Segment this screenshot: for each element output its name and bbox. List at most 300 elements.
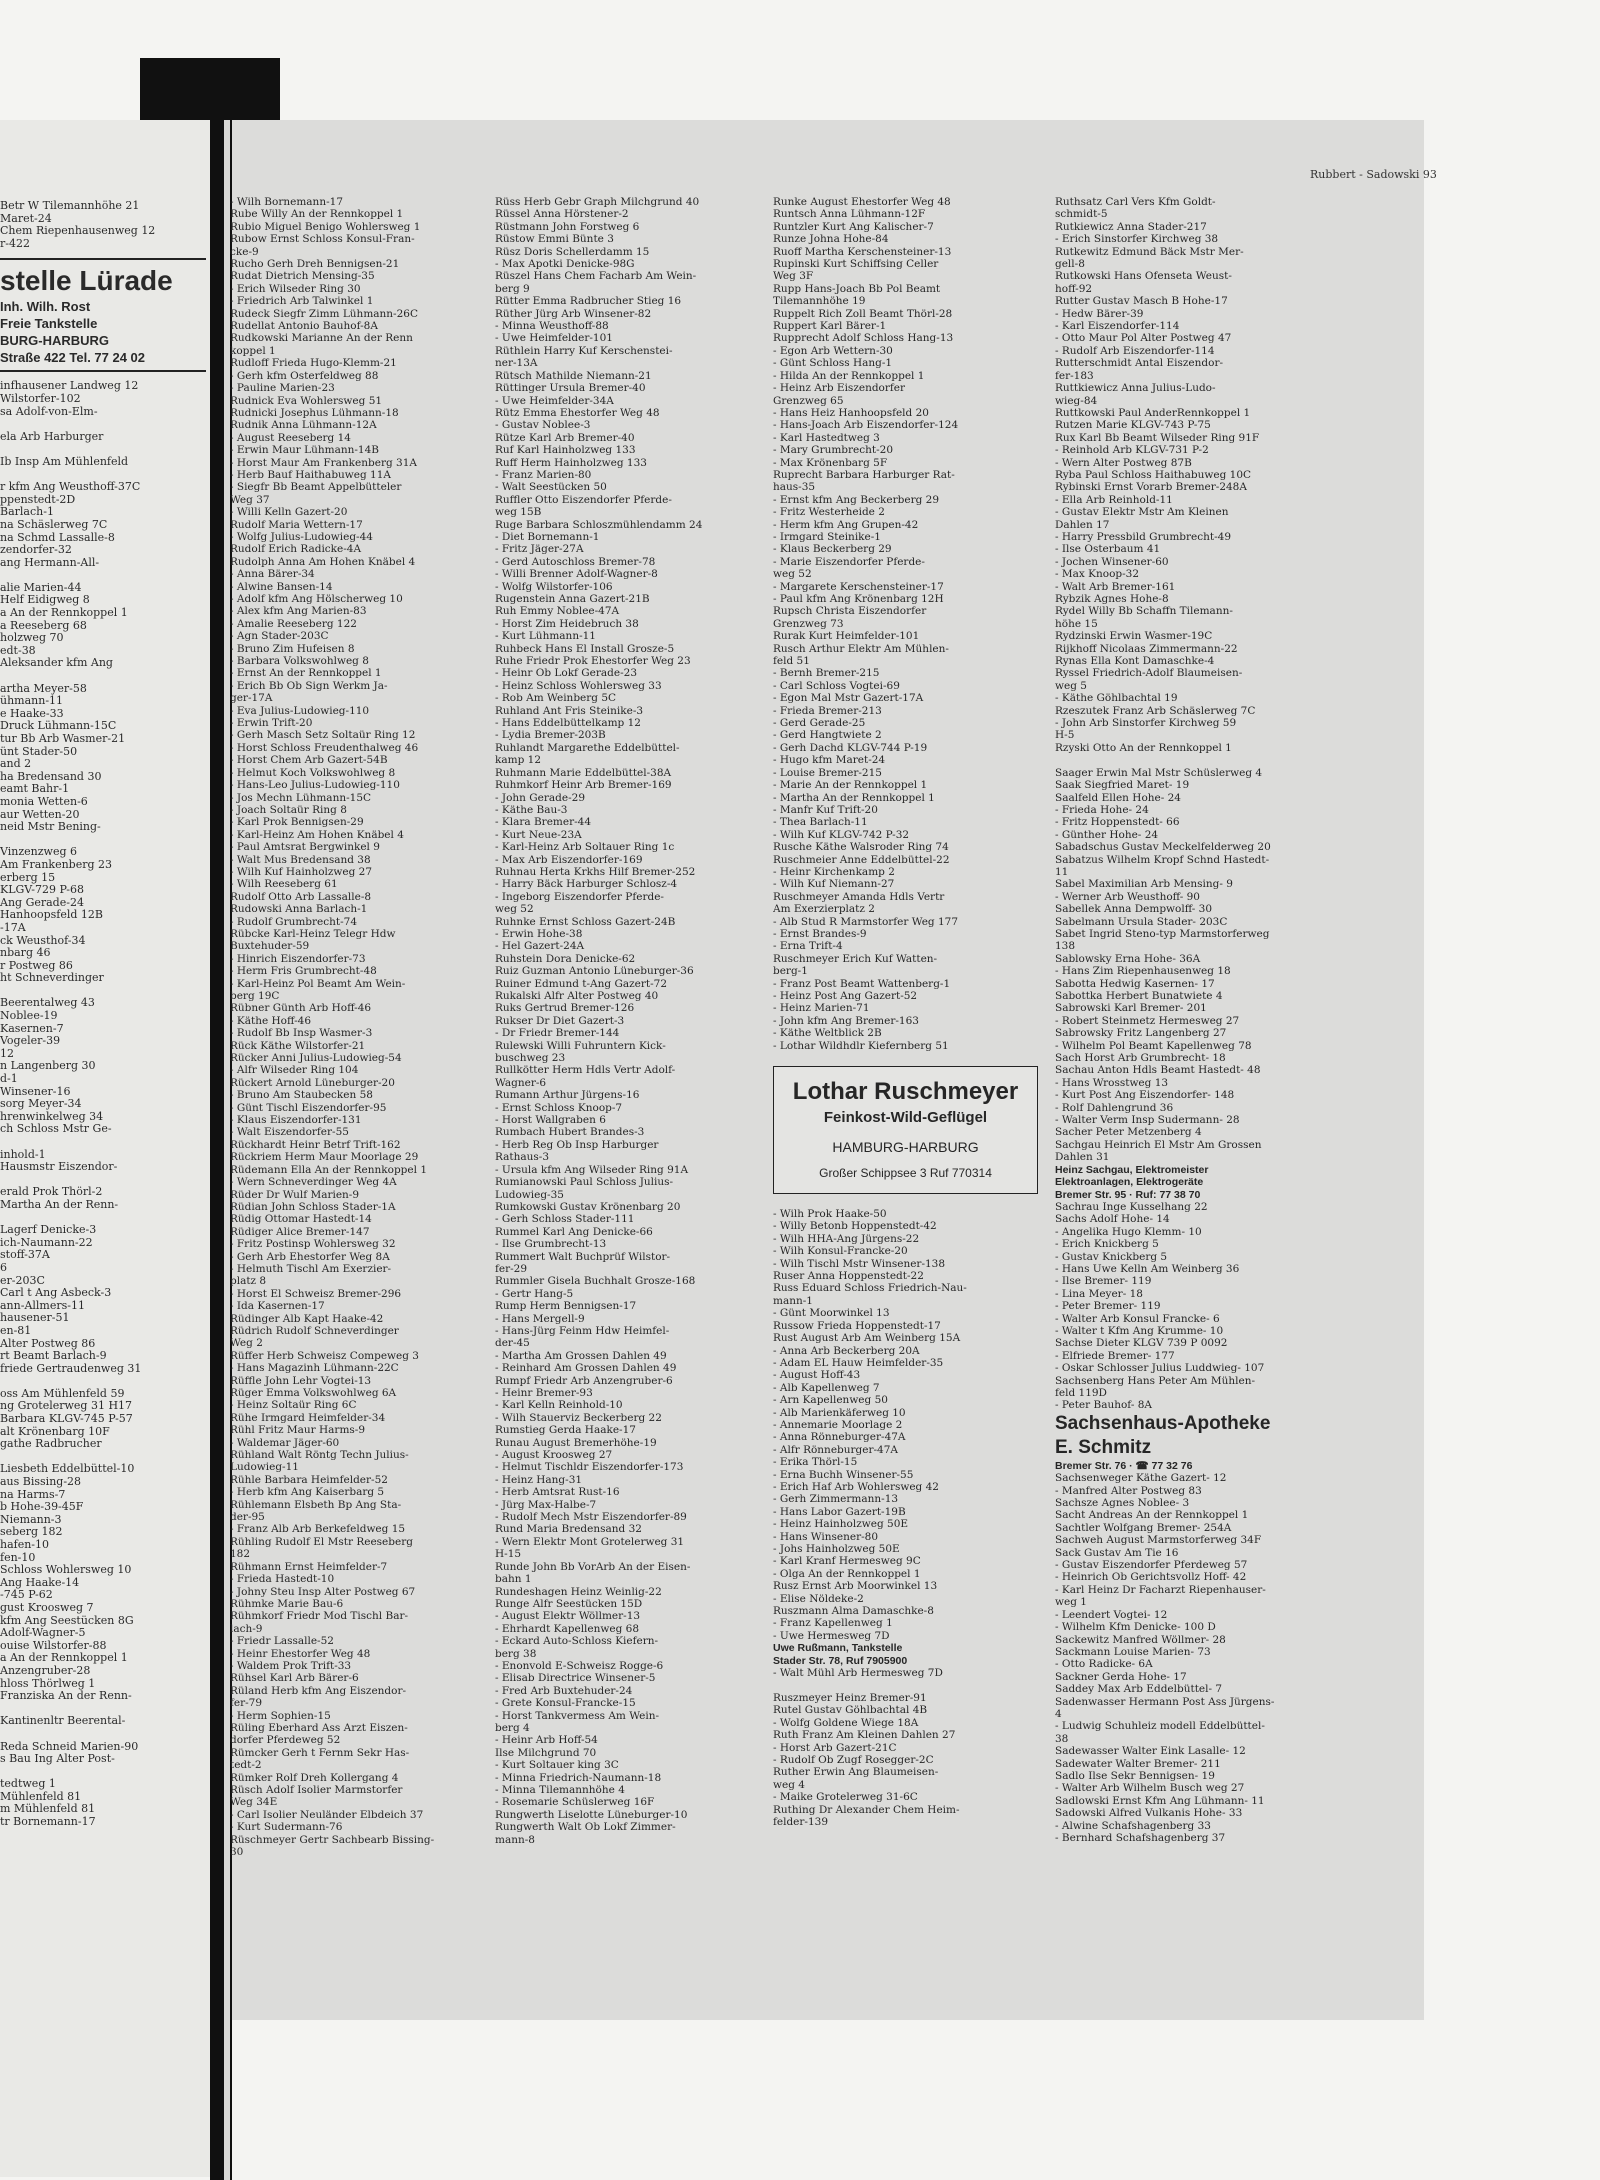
directory-entry: - Hans-Joach Arb Eiszendorfer-124	[773, 419, 959, 432]
directory-entry	[0, 469, 206, 482]
directory-entry: - Walter t Kfm Ang Krumme- 10	[1055, 1324, 1224, 1337]
directory-entry: Wilstorfer-102	[0, 392, 81, 405]
directory-entry: Ruhmkorf Heinr Arb Bremer-169	[495, 779, 672, 792]
directory-entry: Rundeshagen Heinz Weinlig-22	[495, 1585, 662, 1598]
apotheke-owner: E. Schmitz	[1055, 1436, 1152, 1458]
directory-entry: Rulewski Willi Fuhruntern Kick-	[495, 1039, 666, 1052]
column-4-entries-top	[1055, 196, 1325, 1164]
directory-entry: Schloss Wohlersweg 10	[0, 1564, 132, 1577]
directory-entry: edt-38	[0, 644, 36, 657]
directory-entry: - Hans Wrosstweg 13	[1055, 1076, 1169, 1089]
directory-entry: ch Schloss Mstr Ge-	[0, 1123, 112, 1136]
directory-entry: - Klaus Beckerberg 29	[773, 543, 892, 556]
left-page-fragment	[0, 120, 210, 2177]
directory-entry: Sachgau Heinrich El Mstr Am Grossen	[1055, 1138, 1262, 1151]
directory-entry: Rühmann Ernst Heimfelder-7	[230, 1560, 388, 1573]
directory-entry: Ruks Gertrud Bremer-126	[495, 1002, 635, 1015]
directory-entry: ger-17A	[230, 692, 273, 705]
directory-entry: Rückriem Herm Maur Moorlage 29	[230, 1151, 419, 1164]
directory-entry: Ruffler Otto Eiszendorfer Pferde-	[495, 493, 672, 506]
directory-entry: Rüdian John Schloss Stader-1A	[230, 1200, 396, 1213]
column-4-entries-middle	[1055, 1201, 1325, 1412]
column-4-entries-bottom	[1055, 1472, 1325, 1844]
directory-entry: gell-8	[1055, 258, 1085, 271]
directory-entry: feld 51	[773, 655, 810, 668]
directory-entry: - Heinz Arb Eiszendorfer	[773, 382, 906, 395]
directory-entry: eamt Bahr-1	[0, 783, 70, 796]
directory-entry: Am Frankenberg 23	[0, 858, 113, 871]
directory-entry: - Hinrich Eiszendorfer-73	[230, 952, 366, 965]
directory-entry: berg 4	[495, 1721, 530, 1734]
directory-entry: Ludowieg-11	[230, 1461, 299, 1474]
directory-entry: - Hans Heiz Hanhoopsfeld 20	[773, 406, 929, 419]
directory-entry: - Wilhelm Pol Beamt Kapellenweg 78	[1055, 1039, 1252, 1052]
directory-entry: Ruschmeier Anne Eddelbüttel-22	[773, 853, 950, 866]
directory-entry: -745 P-62	[0, 1589, 53, 1602]
directory-entry: - Manfr Kuf Trift-20	[773, 803, 878, 816]
directory-entry: Rummel Karl Ang Denicke-66	[495, 1225, 653, 1238]
directory-entry: - Karl Kranf Hermesweg 9C	[773, 1555, 921, 1568]
directory-entry: Rüdig Ottomar Hastedt-14	[230, 1213, 372, 1226]
directory-entry: - Hans-Jürg Feinm Hdw Heimfel-	[495, 1324, 670, 1337]
directory-entry: - Kurt Lühmann-11	[495, 630, 596, 643]
directory-entry: - Karl-Heinz Arb Soltauer Ring 1c	[495, 841, 675, 854]
directory-entry: Rüsz Doris Schellerdamm 15	[495, 245, 650, 258]
directory-entry: seberg 182	[0, 1526, 63, 1539]
directory-entry: stoff-37A	[0, 1249, 50, 1262]
directory-entry: - Willy Betonb Hoppenstedt-42	[773, 1220, 937, 1233]
directory-entry: weg 5	[1055, 679, 1087, 692]
directory-entry: - Heinz Post Ang Gazert-52	[773, 990, 918, 1002]
directory-entry: - Herb Amtsrat Rust-16	[495, 1486, 620, 1499]
directory-entry: Rumbach Hubert Brandes-3	[495, 1126, 645, 1139]
directory-entry: Rust August Arb Am Weinberg 15A	[773, 1332, 961, 1345]
directory-entry: - August Reeseberg 14	[230, 431, 351, 444]
directory-entry: - Willi Kelln Gazert-20	[230, 506, 348, 519]
directory-entry: bahn 1	[495, 1573, 532, 1586]
directory-entry: Ryba Paul Schloss Haithabuweg 10C	[1055, 468, 1252, 481]
directory-entry: - Frieda Hohe- 24	[1055, 803, 1149, 816]
directory-entry: - Diet Bornemann-1	[495, 530, 600, 543]
directory-entry: Sabellek Anna Dempwolff- 30	[1055, 903, 1213, 916]
directory-entry: Franziska An der Renn-	[0, 1690, 132, 1703]
directory-entry: - Walter Arb Wilhelm Busch weg 27	[1055, 1782, 1245, 1795]
directory-column-3	[773, 196, 1038, 1828]
directory-entry: - Erika Thörl-15	[773, 1456, 858, 1469]
directory-entry: Noblee-19	[0, 1010, 58, 1023]
directory-entry: - Otto Maur Pol Alter Postweg 47	[1055, 332, 1232, 345]
directory-entry: - Heinr Arb Hoff-54	[495, 1734, 598, 1747]
directory-entry: - Rosemarie Schüslerweg 16F	[495, 1796, 655, 1809]
directory-entry: - Gerh Masch Setz Soltaür Ring 12	[230, 729, 416, 742]
directory-entry: - Karl Kelln Reinhold-10	[495, 1399, 623, 1412]
directory-entry: - Hans Zim Riepenhausenweg 18	[1055, 965, 1231, 978]
directory-entry: - Ernst kfm Ang Beckerberg 29	[773, 493, 940, 506]
directory-entry: Liesbeth Eddelbüttel-10	[0, 1463, 135, 1476]
directory-entry: - Uwe Hermesweg 7D	[773, 1629, 890, 1642]
directory-entry: - Heinz Schloss Wohlersweg 33	[495, 679, 662, 692]
directory-entry: Hausmstr Eiszendor-	[0, 1161, 118, 1174]
directory-entry: tedtweg 1	[0, 1778, 56, 1791]
directory-entry: - Fritz Postinsp Wohlersweg 32	[230, 1238, 396, 1251]
directory-entry: - Hans Magazinh Lühmann-22C	[230, 1362, 399, 1375]
directory-entry: - Siegfr Bb Beamt Appelbütteler	[230, 481, 402, 494]
directory-entry: Ruthsatz Carl Vers Kfm Goldt-	[1055, 196, 1216, 208]
directory-entry: Ruf Karl Hainholzweg 133	[495, 444, 636, 457]
directory-entry: - Martha Am Grossen Dahlen 49	[495, 1349, 667, 1362]
directory-entry: - Alb Kapellenweg 7	[773, 1381, 880, 1394]
directory-entry: Rümker Rolf Dreh Kollergang 4	[230, 1771, 399, 1784]
directory-entry: - Reinhard Am Grossen Dahlen 49	[495, 1362, 677, 1375]
directory-entry: Mühlenfeld 81	[0, 1790, 82, 1803]
directory-entry: - Bruno Zim Hufeisen 8	[230, 642, 355, 655]
directory-entry: Rukalski Alfr Alter Postweg 40	[495, 990, 659, 1002]
directory-entry: Sacher Peter Metzenberg 4	[1055, 1126, 1202, 1139]
directory-entry: - Karl-Heinz Am Hohen Knäbel 4	[230, 828, 404, 841]
directory-entry: Niemann-3	[0, 1513, 62, 1526]
directory-entry: - Adam EL Hauw Heimfelder-35	[773, 1356, 944, 1369]
directory-entry: KLGV-729 P-68	[0, 884, 84, 897]
directory-entry: sa Adolf-von-Elm-	[0, 405, 98, 418]
directory-entry: - Manfred Alter Postweg 83	[1055, 1484, 1202, 1497]
directory-entry: Grenzweg 65	[773, 394, 844, 407]
directory-entry: Rzyski Otto An der Rennkoppel 1	[1055, 741, 1232, 754]
directory-entry: na Schäslerweg 7C	[0, 518, 108, 531]
directory-entry: - Alb Stud R Marmstorfer Weg 177	[773, 915, 959, 928]
directory-entry: Rutkiewicz Anna Stader-217	[1055, 220, 1207, 233]
directory-entry: Ruschmeyer Erich Kuf Watten-	[773, 952, 938, 965]
directory-entry	[0, 1703, 206, 1716]
directory-entry: Rudnicki Josephus Lühmann-18	[230, 406, 399, 419]
directory-entry: - Heinrich Ob Gerichtsvollz Hoff- 42	[1055, 1571, 1247, 1584]
directory-entry: Betr W Tilemannhöhe 21	[0, 200, 140, 212]
directory-entry: - Erich Knickberg 5	[1055, 1238, 1159, 1251]
directory-entry: - Mary Grumbrecht-20	[773, 444, 894, 457]
directory-entry: Rühland Walt Röntg Techn Julius-	[230, 1449, 409, 1462]
directory-entry: Rümcker Gerh t Fernm Sekr Has-	[230, 1746, 410, 1759]
column-3-entries-bottom	[773, 1667, 1038, 1828]
directory-entry: Sachsze Agnes Noblee- 3	[1055, 1497, 1190, 1510]
directory-entry: Sachs Adolf Hohe- 14	[1055, 1213, 1170, 1226]
directory-entry: r-422	[0, 237, 30, 250]
directory-entry: Sachrau Inge Kusselhang 22	[1055, 1200, 1208, 1213]
directory-entry: - Rudolf Arb Eiszendorfer-114	[1055, 344, 1215, 357]
directory-entry: Ruther Erwin Ang Blaumeisen-	[773, 1766, 939, 1779]
directory-entry: Sacht Andreas An der Rennkoppel 1	[1055, 1509, 1249, 1522]
directory-entry: - John Arb Sinstorfer Kirchweg 59	[1055, 717, 1237, 730]
directory-entry: - Elfriede Bremer- 177	[1055, 1349, 1175, 1362]
directory-entry: Rudeck Siegfr Zimm Lühmann-26C	[230, 307, 419, 320]
directory-entry: Sabottka Herbert Bunatwiete 4	[1055, 990, 1223, 1002]
directory-entry	[773, 1679, 1038, 1691]
directory-entry: berg 38	[495, 1647, 537, 1660]
directory-entry: 138	[1055, 940, 1076, 953]
directory-entry: Ruoff Martha Kerschensteiner-13	[773, 245, 952, 258]
directory-entry: mann-8	[495, 1833, 535, 1846]
directory-entry: dorfer Pferdeweg 52	[230, 1734, 341, 1747]
directory-entry: Rütze Karl Arb Bremer-40	[495, 431, 635, 444]
directory-entry: - Rob Am Weinberg 5C	[495, 692, 617, 705]
directory-entry: - Erwin Trift-20	[230, 717, 313, 730]
directory-entry: - Ingeborg Eiszendorfer Pferde-	[495, 890, 664, 903]
directory-entry: - Joach Soltaür Ring 8	[230, 803, 347, 816]
directory-entry: - Hans Mergell-9	[495, 1312, 585, 1325]
directory-entry: - Franz Post Beamt Wattenberg-1	[773, 977, 951, 990]
directory-entry: Rutkowski Hans Ofenseta Weust-	[1055, 270, 1232, 283]
directory-entry: ich-Naumann-22	[0, 1236, 93, 1249]
directory-entry: - Waldemar Jäger-60	[230, 1436, 340, 1449]
directory-entry: hafen-10	[0, 1539, 50, 1551]
directory-entry: - Wilh Konsul-Francke-20	[773, 1245, 908, 1258]
directory-entry: Rüstmann John Forstweg 6	[495, 220, 640, 233]
directory-entry: - Heinr Kirchenkamp 2	[773, 865, 895, 878]
directory-entry: Rüder Dr Wulf Marien-9	[230, 1188, 360, 1201]
directory-entry: Sackewitz Manfred Wöllmer- 28	[1055, 1633, 1226, 1646]
directory-entry: haus-35	[773, 481, 816, 494]
directory-entry: neid Mstr Bening-	[0, 821, 101, 834]
directory-entry: s Bau Ing Alter Post-	[0, 1753, 115, 1766]
directory-entry: - Uwe Heimfelder-101	[495, 332, 613, 345]
directory-entry: - Gustav Knickberg 5	[1055, 1250, 1168, 1263]
left-ad-owner: Inh. Wilh. Rost	[0, 299, 91, 315]
directory-entry: Buxtehuder-59	[230, 940, 310, 953]
directory-entry: - Günt Schloss Hang-1	[773, 357, 893, 370]
directory-entry: - Wilh Stauerviz Beckerberg 22	[495, 1411, 662, 1424]
directory-entry: Ruser Anna Hoppenstedt-22	[773, 1270, 924, 1283]
directory-entry: and 2	[0, 758, 32, 771]
directory-entry: - Elise Nöldeke-2	[773, 1592, 864, 1605]
sachgau-listing-line2: Elektroanlagen, Elektrogeräte	[1055, 1176, 1204, 1189]
directory-entry: - Maike Grotelerweg 31-6C	[773, 1791, 918, 1804]
directory-entry: Rummler Gisela Buchhalt Grosze-168	[495, 1275, 696, 1288]
directory-entry: Ruhnau Herta Krkhs Hilf Bremer-252	[495, 865, 696, 878]
directory-entry: Ib Insp Am Mühlenfeld	[0, 455, 129, 468]
directory-entry: - Gertr Hang-5	[495, 1287, 574, 1300]
directory-entry: Vogeler-39	[0, 1035, 61, 1048]
directory-entry: Ruttkowski Paul AnderRennkoppel 1	[1055, 406, 1251, 419]
directory-entry: Rudellat Antonio Bauhof-8A	[230, 320, 378, 333]
sachgau-listing-line3: Bremer Str. 95 · Ruf: 77 38 70	[1055, 1188, 1201, 1201]
directory-entry: Rungwerth Liselotte Lüneburger-10	[495, 1808, 688, 1821]
directory-entry: berg-1	[773, 965, 808, 978]
directory-entry: Rumann Arthur Jürgens-16	[495, 1089, 640, 1102]
directory-entry: Rüther Jürg Arb Winsener-82	[495, 307, 652, 320]
directory-entry: Rungwerth Walt Ob Lokf Zimmer-	[495, 1821, 676, 1834]
directory-entry: Rubio Miguel Benigo Wohlersweg 1	[230, 220, 421, 233]
directory-entry: Rux Karl Bb Beamt Wilseder Ring 91F	[1055, 431, 1260, 444]
directory-entry: ppenstedt-2D	[0, 493, 76, 506]
directory-entry: Kantinenltr Beerental-	[0, 1715, 126, 1728]
directory-entry: Saddey Max Arb Eddelbüttel- 7	[1055, 1683, 1223, 1696]
directory-entry: Ruhe Friedr Prok Ehestorfer Weg 23	[495, 655, 691, 668]
directory-entry: - Adolf kfm Ang Hölscherweg 10	[230, 593, 403, 605]
directory-entry: - Alex kfm Ang Marien-83	[230, 605, 367, 618]
directory-entry: Sachweh August Marmstorferweg 34F	[1055, 1534, 1262, 1547]
directory-entry: Rütter Emma Radbrucher Stieg 16	[495, 295, 682, 308]
directory-entry: Sachsenberg Hans Peter Am Mühlen-	[1055, 1374, 1256, 1387]
directory-entry: - Marie Eiszendorfer Pferde-	[773, 555, 925, 568]
directory-entry: Rudolf Maria Wettern-17	[230, 518, 363, 531]
directory-entry: - Hans-Leo Julius-Ludowieg-110	[230, 779, 400, 792]
directory-entry: - Günt Tischl Eiszendorfer-95	[230, 1101, 387, 1114]
directory-entry: - Herm Sophien-15	[230, 1709, 331, 1722]
directory-entry: - Fritz Jäger-27A	[495, 543, 584, 556]
directory-entry: - Ludwig Schuhleiz modell Eddelbüttel-	[1055, 1720, 1265, 1733]
directory-entry: - Alfr Rönneburger-47A	[773, 1443, 898, 1456]
directory-entry: - Dr Friedr Bremer-144	[495, 1027, 620, 1040]
directory-entry: - Karl Eiszendorfer-114	[1055, 320, 1180, 333]
directory-column-1	[230, 196, 488, 1858]
directory-entry: Kasernen-7	[0, 1022, 64, 1035]
directory-entry: Rühling Rudolf El Mstr Reeseberg	[230, 1535, 413, 1548]
directory-entry: alt Krönenbarg 10F	[0, 1425, 110, 1438]
directory-entry: Ruhnke Ernst Schloss Gazert-24B	[495, 915, 676, 928]
directory-entry: - Harry Pressbild Grumbrecht-49	[1055, 530, 1232, 543]
directory-entry: - Amalie Reeseberg 122	[230, 617, 357, 630]
directory-entry: tedt-2	[230, 1759, 262, 1772]
directory-entry: sorg Meyer-34	[0, 1098, 82, 1111]
directory-entry: - Ernst An der Rennkoppel 1	[230, 667, 382, 680]
directory-entry: wieg-84	[1055, 394, 1098, 407]
directory-entry: Rydel Willy Bb Schaffn Tilemann-	[1055, 605, 1233, 618]
directory-entry: - Peter Bremer- 119	[1055, 1300, 1161, 1313]
directory-entry: - Wilhelm Kfm Denicke- 100 D	[1055, 1621, 1216, 1634]
directory-entry: Sabadschus Gustav Meckelfelderweg 20	[1055, 841, 1271, 854]
directory-entry: Aleksander kfm Ang	[0, 657, 113, 670]
directory-entry: - Margarete Kerschensteiner-17	[773, 580, 944, 593]
directory-entry: - Hans Labor Gazert-19B	[773, 1505, 906, 1518]
directory-entry: Carl t Ang Asbeck-3	[0, 1287, 112, 1300]
directory-entry: kfm Ang Seestücken 8G	[0, 1614, 134, 1627]
directory-column-2	[495, 196, 760, 1846]
directory-entry: Rüszel Hans Chem Facharb Am Wein-	[495, 270, 697, 283]
directory-entry: - Rudolf Mech Mstr Eiszendorfer-89	[495, 1511, 687, 1524]
directory-entry: - Heinz Hang-31	[495, 1473, 583, 1486]
directory-entry: - August Elektr Wöllmer-13	[495, 1610, 641, 1623]
directory-entry: - Oskar Schlosser Julius Luddwieg- 107	[1055, 1362, 1265, 1375]
directory-entry: 182	[230, 1548, 251, 1561]
directory-entry: Rubow Ernst Schloss Konsul-Fran-	[230, 233, 415, 246]
directory-entry: Rüdemann Ella An der Rennkoppel 1	[230, 1163, 427, 1176]
directory-entry: - Agn Stader-203C	[230, 630, 329, 643]
ruschmeyer-advertisement	[773, 1066, 1038, 1194]
directory-entry: - Johny Steu Insp Alter Postweg 67	[230, 1585, 416, 1598]
directory-entry: Rucho Gerh Dreh Bennigsen-21	[230, 258, 400, 271]
directory-entry: - Bernh Bremer-215	[773, 667, 880, 680]
directory-entry: - Walt Arb Bremer-161	[1055, 580, 1176, 593]
directory-entry: weg 1	[1055, 1596, 1087, 1609]
directory-entry: H-15	[495, 1548, 522, 1561]
directory-entry: zendorfer-32	[0, 544, 72, 557]
directory-entry: - Irmgard Steinike-1	[773, 530, 881, 543]
directory-entry: Sadowski Alfred Vulkanis Hohe- 33	[1055, 1807, 1243, 1820]
directory-entry: - Egon Arb Wettern-30	[773, 344, 893, 357]
directory-entry: Anzengruber-28	[0, 1664, 91, 1677]
directory-entry: - Ilse Bremer- 119	[1055, 1275, 1152, 1288]
directory-entry: - Lina Meyer- 18	[1055, 1287, 1143, 1300]
directory-entry: - Wilh Bornemann-17	[230, 196, 343, 208]
directory-entry: Rütsch Mathilde Niemann-21	[495, 369, 652, 382]
directory-entry: 12	[0, 1047, 14, 1060]
directory-entry: - Erna Trift-4	[773, 940, 843, 953]
directory-entry: - Franz Marien-80	[495, 468, 592, 481]
directory-entry: Rücker Anni Julius-Ludowieg-54	[230, 1052, 402, 1065]
directory-entry: Saak Siegfried Maret- 19	[1055, 779, 1190, 792]
directory-entry	[0, 1375, 206, 1388]
directory-entry: - Horst Arb Gazert-21C	[773, 1741, 897, 1754]
directory-entry	[0, 569, 206, 582]
directory-entry: ner-13A	[495, 357, 538, 370]
directory-entry: - Kurt Post Ang Eiszendorfer- 148	[1055, 1089, 1235, 1102]
directory-entry: Ruthing Dr Alexander Chem Heim-	[773, 1803, 960, 1816]
directory-entry: - Ida Kasernen-17	[230, 1300, 325, 1313]
directory-entry: - Carl Isolier Neuländer Elbdeich 37	[230, 1808, 424, 1821]
directory-entry: - Wilh HHA-Ang Jürgens-22	[773, 1232, 920, 1245]
directory-entry: - Heinr Ehestorfer Weg 48	[230, 1647, 371, 1660]
directory-entry: Ruff Herm Hainholzweg 133	[495, 456, 647, 469]
directory-entry: weg 4	[773, 1778, 805, 1791]
directory-entry: Rudowski Anna Barlach-1	[230, 903, 368, 916]
directory-entry: Weg 3F	[773, 270, 814, 283]
directory-entry: Rydzinski Erwin Wasmer-19C	[1055, 630, 1213, 643]
directory-entry: - Hugo kfm Maret-24	[773, 754, 886, 767]
directory-entry: Ruge Barbara Schloszmühlendamm 24	[495, 518, 703, 531]
directory-entry: Rupp Hans-Joach Bb Pol Beamt	[773, 282, 941, 295]
directory-entry: platz 8	[230, 1275, 267, 1288]
directory-entry: 4	[1055, 1707, 1062, 1720]
directory-entry: Rutkewitz Edmund Bäck Mstr Mer-	[1055, 245, 1244, 258]
directory-entry: Rüdiger Alice Bremer-147	[230, 1225, 370, 1238]
directory-entry: Rüschmeyer Gertr Sachbearb Bissing-	[230, 1833, 435, 1846]
directory-entry: Rutzen Marie KLGV-743 P-75	[1055, 419, 1211, 432]
directory-entry: Wagner-6	[495, 1076, 547, 1089]
directory-entry: Ruppelt Rich Zoll Beamt Thörl-28	[773, 307, 953, 320]
directory-entry: Rühe Irmgard Heimfelder-34	[230, 1411, 386, 1424]
directory-entry: - Wern Alter Postweg 87B	[1055, 456, 1192, 469]
directory-entry: - Karl Hastedtweg 3	[773, 431, 880, 444]
directory-entry: Sabrowsky Fritz Langenberg 27	[1055, 1027, 1227, 1040]
directory-entry: - Karl Heinz Dr Facharzt Riepenhauser-	[1055, 1583, 1266, 1596]
directory-entry: - Jos Mechn Lühmann-15C	[230, 791, 372, 804]
directory-entry: - Fred Arb Buxtehuder-24	[495, 1684, 633, 1697]
directory-entry: - August Hoff-43	[773, 1369, 861, 1382]
directory-entry: weg 52	[495, 903, 534, 916]
directory-entry: - Hans Winsener-80	[773, 1530, 879, 1543]
left-ad-name: stelle Lürade	[0, 265, 173, 297]
directory-entry: - Anna Rönneburger-47A	[773, 1431, 906, 1444]
directory-entry: weg 15B	[495, 506, 542, 519]
directory-entry: nbarg 46	[0, 947, 51, 960]
directory-entry: Sabelmann Ursula Stader- 203C	[1055, 915, 1228, 928]
directory-entry: - Friedrich Arb Talwinkel 1	[230, 295, 374, 308]
directory-entry: - Walter Verm Insp Sudermann- 28	[1055, 1114, 1240, 1127]
directory-entry: - Wilh Kuf Hainholzweg 27	[230, 865, 373, 878]
directory-entry: - Ehrhardt Kapellenweg 68	[495, 1622, 640, 1635]
directory-entry: schmidt-5	[1055, 208, 1108, 221]
directory-entry: - Ilse Osterbaum 41	[1055, 543, 1161, 556]
directory-entry	[0, 1451, 206, 1464]
directory-entry: tur Bb Arb Wasmer-21	[0, 733, 126, 745]
directory-entry: - Alfr Wilseder Ring 104	[230, 1064, 359, 1077]
directory-entry: Sabet Ingrid Steno-typ Marmstorferweg	[1055, 927, 1270, 940]
directory-entry: d-1	[0, 1073, 18, 1086]
directory-entry: - Horst Schloss Freudenthalweg 46	[230, 741, 419, 754]
directory-entry: Rüdrich Rudolf Schneverdinger	[230, 1324, 399, 1337]
directory-entry: - Erwin Hohe-38	[495, 927, 583, 940]
directory-entry: Rüstow Emmi Bünte 3	[495, 233, 614, 246]
directory-entry: - Leendert Vogtei- 12	[1055, 1608, 1168, 1621]
directory-entry: Sach Horst Arb Grumbrecht- 18	[1055, 1052, 1226, 1065]
